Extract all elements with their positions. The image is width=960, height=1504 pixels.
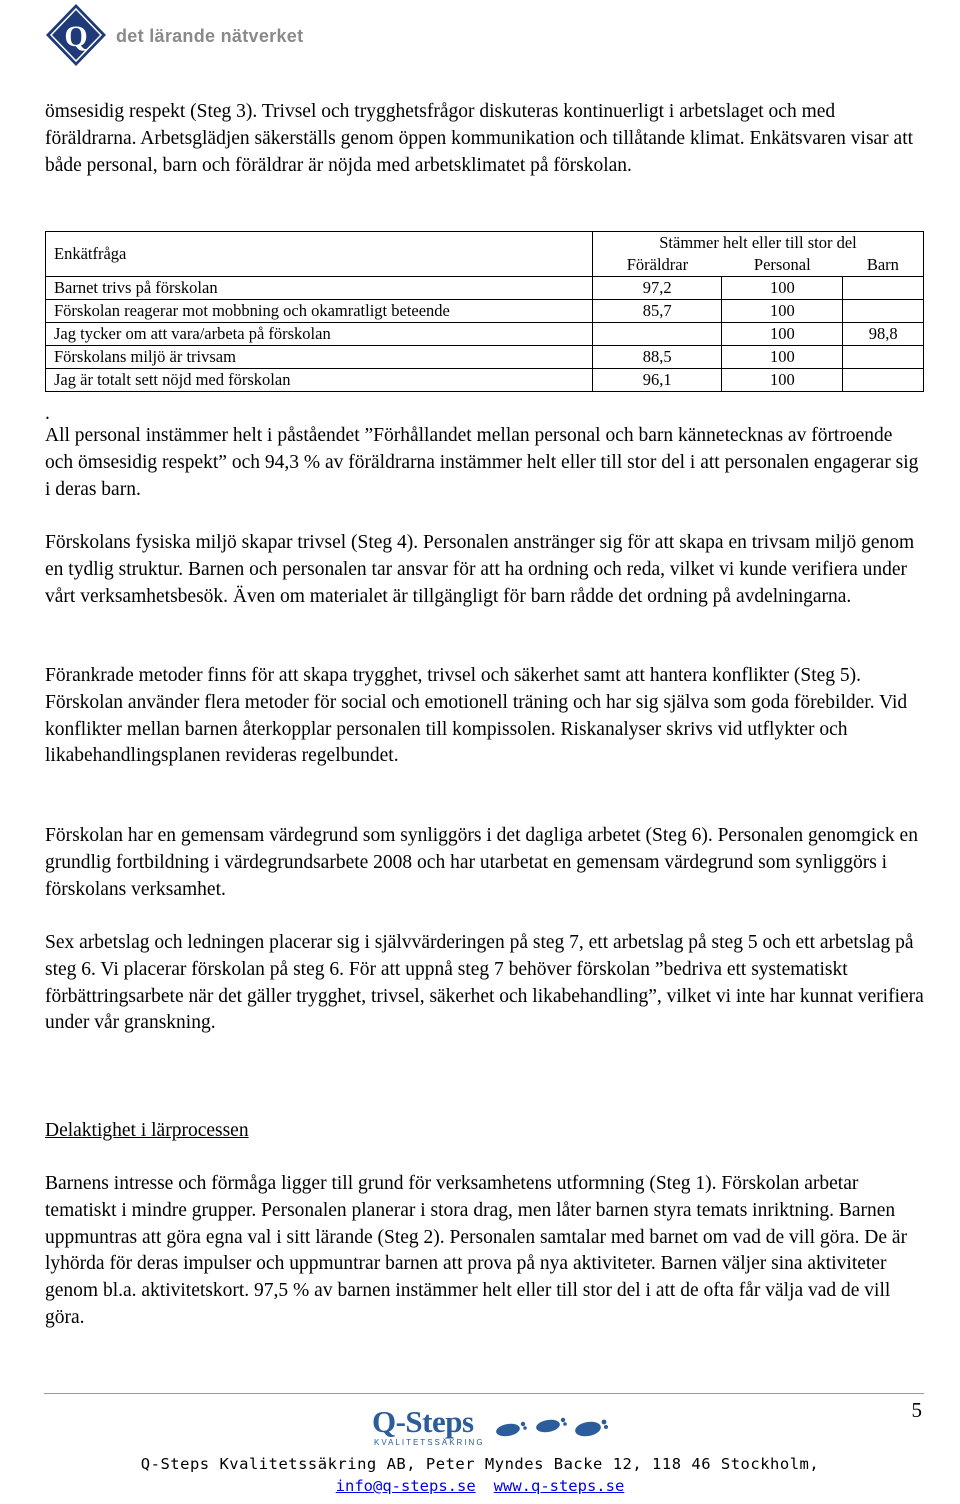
paragraph-environment: Förskolans fysiska miljö skapar trivsel (Steg 4). Personalen anstränger sig för att skapa en trivsam miljö genom en tydlig struktur. Barnen och personalen tar ansvar för att ha ordning och reda, vilket vi kunde verifiera under vårt verksamhetsbesök. Även om materialet är tillgängligt för barn rådde det ordning på avdelningarna. <box>45 532 915 607</box>
table-header-group: Stämmer helt eller till stor del <box>593 232 924 255</box>
row-parents-value <box>593 323 722 346</box>
row-question: Jag tycker om att vara/arbeta på förskolan <box>46 323 593 346</box>
row-children-value <box>843 277 924 300</box>
row-parents-value: 96,1 <box>593 369 722 392</box>
table-row <box>46 369 924 392</box>
row-parents-value: 97,2 <box>593 277 722 300</box>
logo-letter: Q <box>64 20 88 53</box>
row-children-value <box>843 300 924 323</box>
row-staff-value: 100 <box>722 277 843 300</box>
table-row <box>46 346 924 369</box>
row-children-value: 98,8 <box>843 323 924 346</box>
row-question: Förskolans miljö är trivsam <box>46 346 593 369</box>
paragraph-intro: ömsesidig respekt (Steg 3). Trivsel och trygghetsfrågor diskuteras kontinuerligt i arbetslaget och med föräldrarna. Arbetsglädjen säkerställs genom öppen kommunikation och tillåtande klimat. Enkätsvaren visar att både personal, barn och föräldrar är nöjda med arbetsklimatet på förskolan. <box>45 101 914 176</box>
paragraph-self-evaluation: Sex arbetslag och ledningen placerar sig i självvärderingen på steg 7, ett arbetslag på steg 5 och ett arbetslag på steg 6. Vi placerar förskolan på steg 6. För att uppnå steg 7 behöver förskolan ”bedriva ett systematiskt förbättringsarbete när det gäller trygghet, trivsel, säkerhet och likabehandling”, vilket vi inte har kunnat verifiera under vår granskning. <box>45 932 924 1034</box>
email-link[interactable]: info@q-steps.se <box>335 1477 476 1495</box>
table-row <box>46 277 924 300</box>
table-row <box>46 300 924 323</box>
row-staff-value: 100 <box>722 300 843 323</box>
paragraph-respect: All personal instämmer helt i påståendet ”Förhållandet mellan personal och barn kännetecknas av förtroende och ömsesidig respekt” och 94,3 % av föräldrarna instämmer helt eller till stor del i att personalen engagerar sig i deras barn. <box>45 425 919 500</box>
table-row <box>46 323 924 346</box>
table-header-staff: Personal <box>722 254 843 277</box>
paragraph-values: Förskolan har en gemensam värdegrund som synliggörs i det dagliga arbetet (Steg 6). Personalen genomgick en grundlig fortbildning i värdegrundsarbete 2008 och har utarbetat en gemensam värdegrund som synliggörs i förskolans verksamhet. <box>45 825 918 900</box>
org-name: det lärande nätverket <box>116 26 304 46</box>
survey-table <box>45 231 924 392</box>
footer-brand: Q-Steps <box>372 1404 474 1439</box>
row-staff-value: 100 <box>722 346 843 369</box>
row-question: Barnet trivs på förskolan <box>46 277 593 300</box>
footer-brand-sub: KVALITETSSÄKRING <box>374 1438 485 1447</box>
header <box>44 2 364 68</box>
row-question: Jag är totalt sett nöjd med förskolan <box>46 369 593 392</box>
footer-links <box>0 1477 960 1495</box>
footer-logo <box>372 1404 612 1450</box>
q-diamond-logo-icon <box>44 2 108 68</box>
page-number: 5 <box>911 1398 922 1422</box>
row-children-value <box>843 369 924 392</box>
footer-address: Q-Steps Kvalitetssäkring AB, Peter Myndes Backe 12, 118 46 Stockholm, <box>140 1455 820 1473</box>
paragraph-participation: Barnens intresse och förmåga ligger till grund för verksamhetens utformning (Steg 1). Förskolan arbetar tematiskt i mindre grupper. Personalen planerar i stora drag, men låter barnen styra temats inriktning. Barnen uppmuntras att göra egna val i sitt lärande (Steg 2). Personalen samtalar med barnet om vad de vill göra. De är lyhörda för deras impulser och uppmuntrar barnen att prova på nya aktiviteter. Barnen väljer sina aktiviteter genom bl.a. aktivitetskort. 97,5 % av barnen instämmer helt eller till stor del i att de ofta får välja vad de vill göra. <box>45 1173 908 1328</box>
row-parents-value: 85,7 <box>593 300 722 323</box>
table-header-parents: Föräldrar <box>593 254 722 277</box>
row-parents-value: 88,5 <box>593 346 722 369</box>
paragraph-methods: Förankrade metoder finns för att skapa trygghet, trivsel och säkerhet samt att hantera konflikter (Steg 5). Förskolan använder flera metoder för social och emotionell träning och har sig själva som goda förebilder. Vid konflikter mellan barnen återkopplar personalen till kompissolen. Riskanalyser skrivs vid utflykter och likabehandlingsplanen revideras regelbundet. <box>45 665 908 767</box>
row-children-value <box>843 346 924 369</box>
table-header-question: Enkätfråga <box>46 232 593 277</box>
footer-divider <box>44 1393 924 1394</box>
row-staff-value: 100 <box>722 323 843 346</box>
table-header-children: Barn <box>843 254 924 277</box>
row-question: Förskolan reagerar mot mobbning och okamratligt beteende <box>46 300 593 323</box>
row-staff-value: 100 <box>722 369 843 392</box>
website-link[interactable]: www.q-steps.se <box>493 1477 625 1495</box>
stray-period: . <box>45 403 50 424</box>
section-heading: Delaktighet i lärprocessen <box>45 1120 249 1141</box>
footprints-icon <box>494 1414 612 1442</box>
